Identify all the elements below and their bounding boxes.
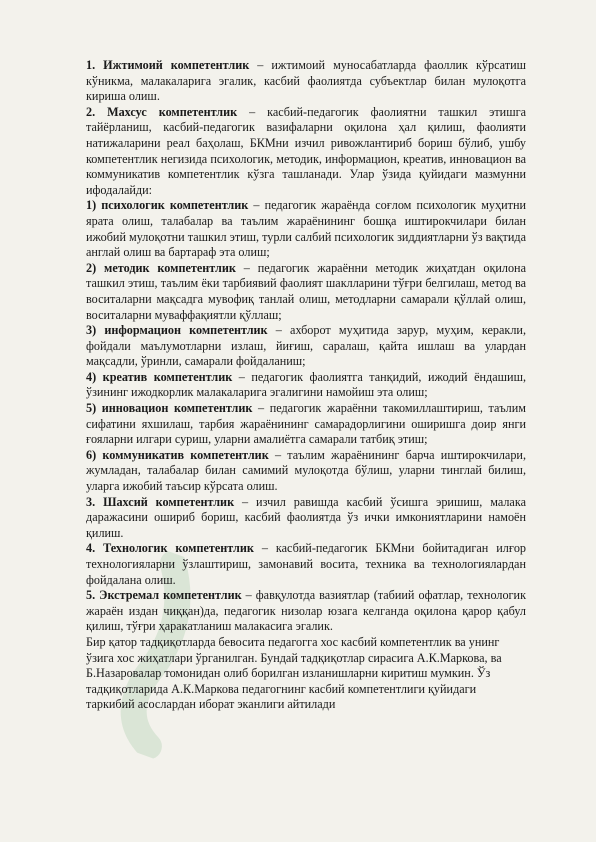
term-label: 2) методик компетентлик (86, 260, 236, 275)
definition-text: – касбий-педагогик фаолиятни ташкил этишга тайёрланиш, касбий-педагогик вазифаларни оқилона ҳал қилиш, фаолияти натижаларини реал баҳолаш, БКМни изчил ривожлантириб бориш бўлиб, ушбу компетентлик негизида психологик, методик, информацион, креатив, инновацион ва коммуникатив компетентлик кўзга ташланади. Улар ўзида қуйидаги мазмунни ифодалайди: (86, 104, 526, 197)
paragraph-social-competence (86, 58, 526, 105)
definition-text: – педагогик жараёнда соғлом психологик муҳитни ярата олиш, талабалар ва таълим жараёнининг бошқа иштирокчилари билан ижобий мулоқотни ташкил этиш, турли салбий психологик зиддиятларни ўз вақтида англай олиш ва бартараф эта олиш; (86, 198, 527, 260)
term-label: 1) психологик компетентлик (86, 198, 249, 213)
term-label: 4) креатив компетентлик (86, 369, 233, 384)
paragraph-innovative-competence (86, 401, 526, 448)
definition-text: – педагогик жараённи методик жиҳатдан оқилона ташкил этиш, таълим ёки тарбиявий фаолият шаклларини тўғри белгилаш, метод ва воситаларни мақсадга мувофиқ танлай олиш, методларни самарали қўллай олиш, воситаларни муваффақиятли қўллаш; (86, 260, 526, 322)
paragraph-special-competence (86, 105, 526, 199)
closing-paragraph: Бир қатор тадқиқотларда бевосита педагогга хос касбий компетентлик ва унинг ўзига хос жиҳатлари ўрганилган. Бундай тадқиқотлар сирасига А.К.Маркова, ва Б.Назаровалар томонидан олиб борилган изланишларни киритиш мумкин. Ўз тадқиқотларида А.К.Маркова педагогнинг касбий компетентлиги қуйидаги таркибий асослардан иборат эканлиги айтилади (86, 634, 502, 712)
paragraph-technological-competence (86, 541, 526, 588)
term-label: 3) информацион компетентлик (86, 323, 268, 338)
document-body (86, 58, 526, 713)
paragraph-psychological-competence (86, 198, 526, 260)
definition-text: – ахборот муҳитида зарур, муҳим, керакли, фойдали маълумотларни излаш, йиғиш, саралаш, қайта ишлаш ва улардан мақсадли, ўринли, самарали фойдаланиш; (86, 323, 526, 369)
definition-text: – ижтимоий муносабатларда фаоллик кўрсатиш кўникма, малакаларига эгалик, касбий фаолиятда субъектлар билан мулоқотга кириша олиш. (86, 58, 527, 104)
paragraph-creative-competence (86, 370, 526, 401)
definition-text: – педагогик жараённи такомиллаштириш, таълим сифатини яхшилаш, тарбия жараёнининг самарадорлигини оширишга доир янги ғояларни илгари суриш, уларни амалиётга самарали татбиқ этиш; (86, 401, 526, 447)
term-label: 2. Махсус компетентлик (86, 104, 238, 119)
paragraph-communicative-competence (86, 448, 526, 495)
term-label: 3. Шахсий компетентлик (86, 494, 235, 509)
paragraph-extreme-competence (86, 588, 526, 635)
term-label: 4. Технологик компетентлик (86, 541, 254, 556)
paragraph-information-competence (86, 323, 526, 370)
definition-text: – касбий-педагогик БКМни бойитадиган илғор технологияларни ўзлаштириш, замонавий восита, техника ва технологиялардан фойдалана олиш. (86, 541, 527, 587)
definition-text: – фавқулотда вазиятлар (табиий офатлар, технологик жараён издан чиққан)да, педагогик низолар юзага келганда оқилона қарор қабул қилиш, тўғри ҳаракатланиш малакасига эгалик. (86, 588, 526, 634)
term-label: 6) коммуникатив компетентлик (86, 447, 269, 462)
definition-text: – педагогик фаолиятга танқидий, ижодий ёндашиш, ўзининг ижодкорлик малакаларига эгалигини намойиш эта олиш; (86, 369, 526, 400)
definition-text: – таълим жараёнининг барча иштирокчилари, жумладан, талабалар билан самимий мулоқотда бўлиш, уларни тинглай билиш, уларга ижобий таъсир кўрсата олиш. (86, 447, 526, 494)
term-label: 1. Ижтимоий компетентлик (86, 58, 250, 72)
definition-text: – изчил равишда касбий ўсишга эришиш, малака даражасини ошириб бориш, касбий фаолиятда ўз ички имкониятларини намоён қилиш. (86, 494, 526, 540)
term-label: 5. Экстремал компетентлик (86, 588, 242, 603)
paragraph-personal-competence (86, 495, 526, 542)
paragraph-methodical-competence (86, 261, 526, 323)
term-label: 5) инновацион компетентлик (86, 401, 253, 416)
